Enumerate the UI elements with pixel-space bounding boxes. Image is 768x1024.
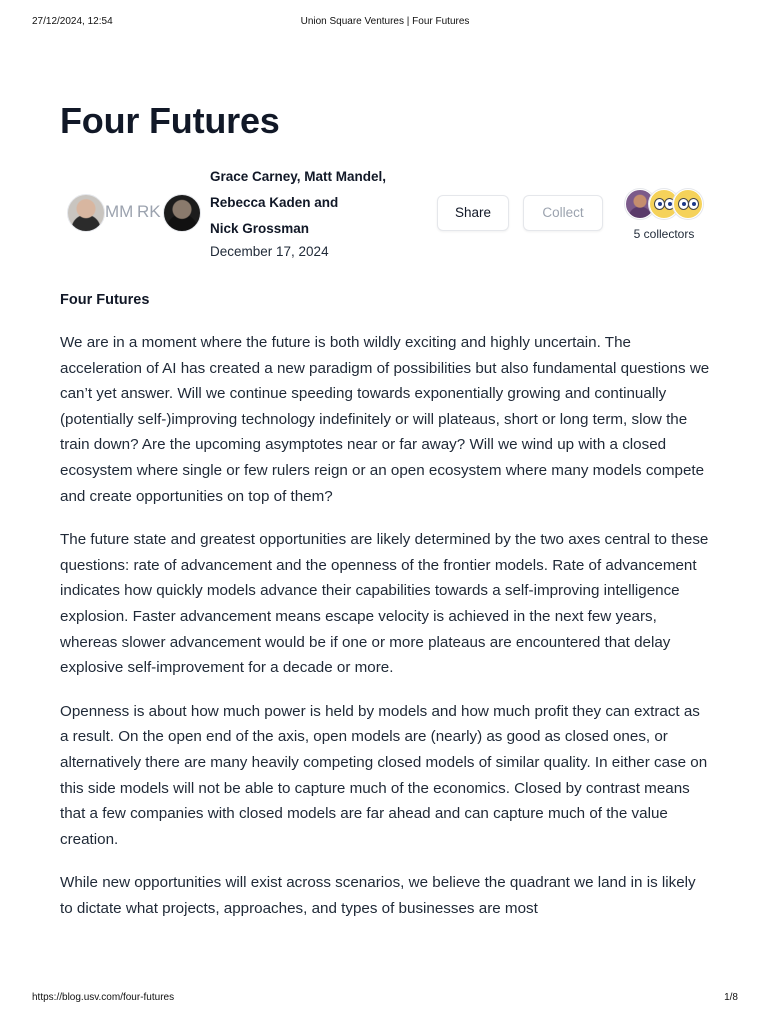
article-title: Four Futures bbox=[60, 100, 280, 141]
paragraph: We are in a moment where the future is both wildly exciting and highly uncertain. The acceleration of AI has created a new paradigm of possibilities but also fundamental questions we can’t yet answer. Will we continue speeding towards exponentially growing and continually (potentially self-)improving technology indefinitely or will plateaus, short or long term, slow the train down? Are the upcoming asymptotes near or far away? Will we wind up with a closed ecosystem where single or few rulers reign or an open ecosystem where many models compete and create opportunities on top of them? bbox=[60, 334, 710, 505]
authors-line: Grace Carney, Matt Mandel, bbox=[210, 169, 387, 184]
article-body bbox=[60, 290, 710, 939]
author-avatar-grace[interactable] bbox=[67, 194, 105, 232]
collectors-count[interactable]: 5 collectors bbox=[633, 227, 695, 241]
author-initials-mm[interactable]: MM bbox=[105, 202, 134, 221]
print-page-title: Union Square Ventures | Four Futures bbox=[300, 16, 470, 27]
author-avatar-nick[interactable] bbox=[163, 194, 201, 232]
collect-button[interactable]: Collect bbox=[523, 195, 603, 231]
authors-line: Nick Grossman bbox=[210, 221, 310, 236]
paragraph: Openness is about how much power is held by models and how much profit they can extract as a result. On the open end of the axis, open models are (nearly) as good as closed ones, or alternatively there are many heavily competing closed models of similar quality. In either case on this side models will not be able to capture much of the economics. Closed by contrast means that a few companies with closed models are far ahead and can capture much of the value creation. bbox=[60, 702, 708, 848]
print-footer bbox=[32, 992, 738, 1006]
print-datetime: 27/12/2024, 12:54 bbox=[32, 16, 113, 27]
section-heading: Four Futures bbox=[60, 292, 150, 308]
print-url: https://blog.usv.com/four-futures bbox=[32, 992, 175, 1003]
paragraph: The future state and greatest opportunities are likely determined by the two axes central to these questions: rate of advancement and the openness of the frontier models. Rate of advancement indicates how quickly models advance their capabilities towards a self-improving intelligence explosion. Faster advancement means escape velocity is achieved in the next few years, whereas slower advancement would be if one or more plateaus are encountered that delay explosive self-improvement for a decade or more. bbox=[60, 531, 709, 677]
authors-list bbox=[210, 164, 420, 242]
print-page-number: 1/8 bbox=[724, 992, 738, 1003]
publish-date: December 17, 2024 bbox=[210, 244, 329, 259]
collector-avatar[interactable] bbox=[673, 189, 703, 219]
byline bbox=[210, 164, 420, 262]
share-button[interactable]: Share bbox=[437, 195, 509, 231]
collectors[interactable] bbox=[622, 189, 706, 241]
authors-line: Rebecca Kaden and bbox=[210, 195, 339, 210]
author-avatars[interactable] bbox=[67, 192, 202, 232]
eye-icon bbox=[688, 198, 699, 210]
print-header bbox=[32, 16, 738, 30]
paragraph: While new opportunities will exist across scenarios, we believe the quadrant we land in is likely to dictate what projects, approaches, and types of businesses are most bbox=[60, 874, 696, 917]
author-initials-rk[interactable]: RK bbox=[137, 202, 161, 221]
